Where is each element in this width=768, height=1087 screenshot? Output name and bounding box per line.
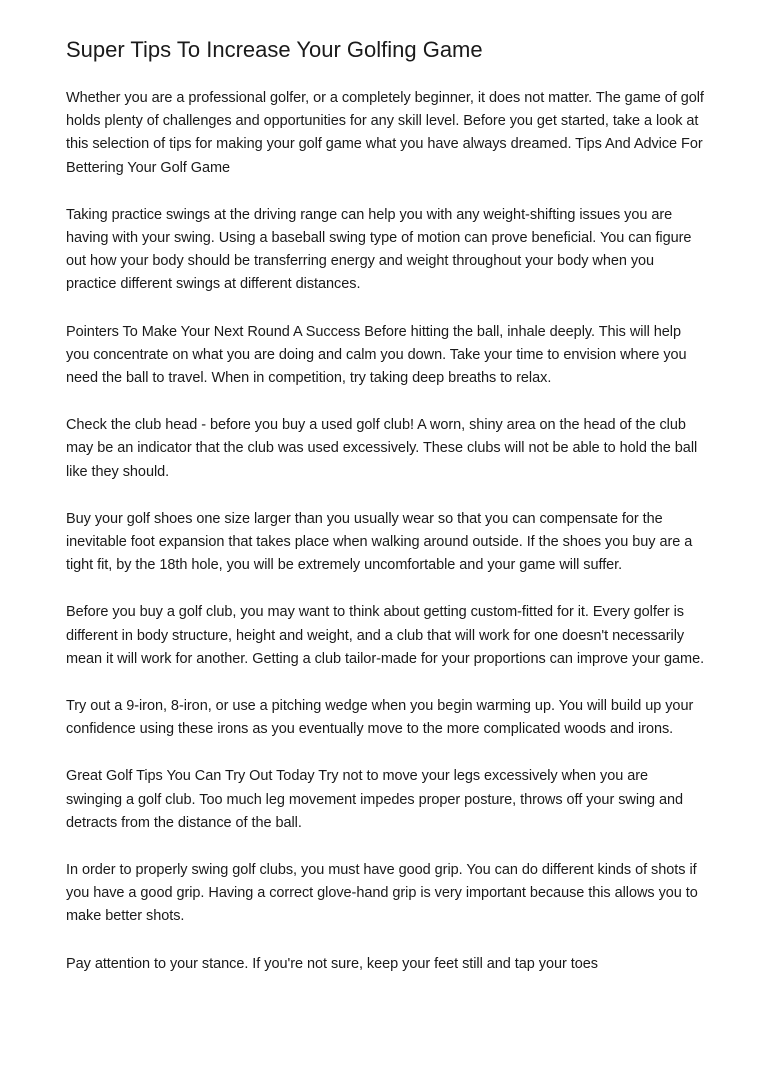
paragraph-5: Buy your golf shoes one size larger than you usually wear so that you can compensate for the inevitable foot expansion that takes place when walking around outside. If the shoes you buy are a tight fit, by the 18th hole, you will be extremely uncomfortable and your game will suffer. xyxy=(66,510,693,574)
paragraph-7: Try out a 9-iron, 8-iron, or use a pitching wedge when you begin warming up. You will build up your confidence using these irons as you eventually move to the more complicated woods and irons. xyxy=(66,698,694,738)
paragraph-1: Whether you are a professional golfer, or a completely beginner, it does not matter. The game of golf holds plenty of challenges and opportunities for any skill level. Before you get started, take a look at this selection of tips for making your golf game what you have always dreamed. Tips And Advice For Bettering Your Golf Game xyxy=(66,90,704,176)
paragraph-6: Before you buy a golf club, you may want to think about getting custom-fitted for it. Every golfer is different in body structure, height and weight, and a club that will work for one doesn't necessarily mean it will work for another. Getting a club tailor-made for your proportions can improve your game. xyxy=(66,604,705,667)
document-body xyxy=(66,87,708,1000)
paragraph-4: Check the club head - before you buy a used golf club! A worn, shiny area on the head of the club may be an indicator that the club was used excessively. These clubs will not be able to hold the ball like they should. xyxy=(66,417,698,480)
paragraph-9: In order to properly swing golf clubs, you must have good grip. You can do different kinds of shots if you have a good grip. Having a correct glove-hand grip is very important because this allows you to make better shots. xyxy=(66,862,698,925)
paragraph-10: Pay attention to your stance. If you're not sure, keep your feet still and tap your toes xyxy=(66,955,598,972)
paragraph-3: Pointers To Make Your Next Round A Success Before hitting the ball, inhale deeply. This will help you concentrate on what you are doing and calm you down. Take your time to envision where you need the ball to travel. When in competition, try taking deep breaths to relax. xyxy=(66,323,687,387)
paragraph-2: Taking practice swings at the driving range can help you with any weight-shifting issues you are having with your swing. Using a baseball swing type of motion can prove beneficial. You can figure out how your body should be transferring energy and weight throughout your body when you practice different swings at different distances. xyxy=(66,206,692,293)
paragraph-8: Great Golf Tips You Can Try Out Today Try not to move your legs excessively when you are swinging a golf club. Too much leg movement impedes proper posture, throws off your swing and detracts from the distance of the ball. xyxy=(66,768,684,831)
document-title: Super Tips To Increase Your Golfing Game xyxy=(66,37,483,62)
